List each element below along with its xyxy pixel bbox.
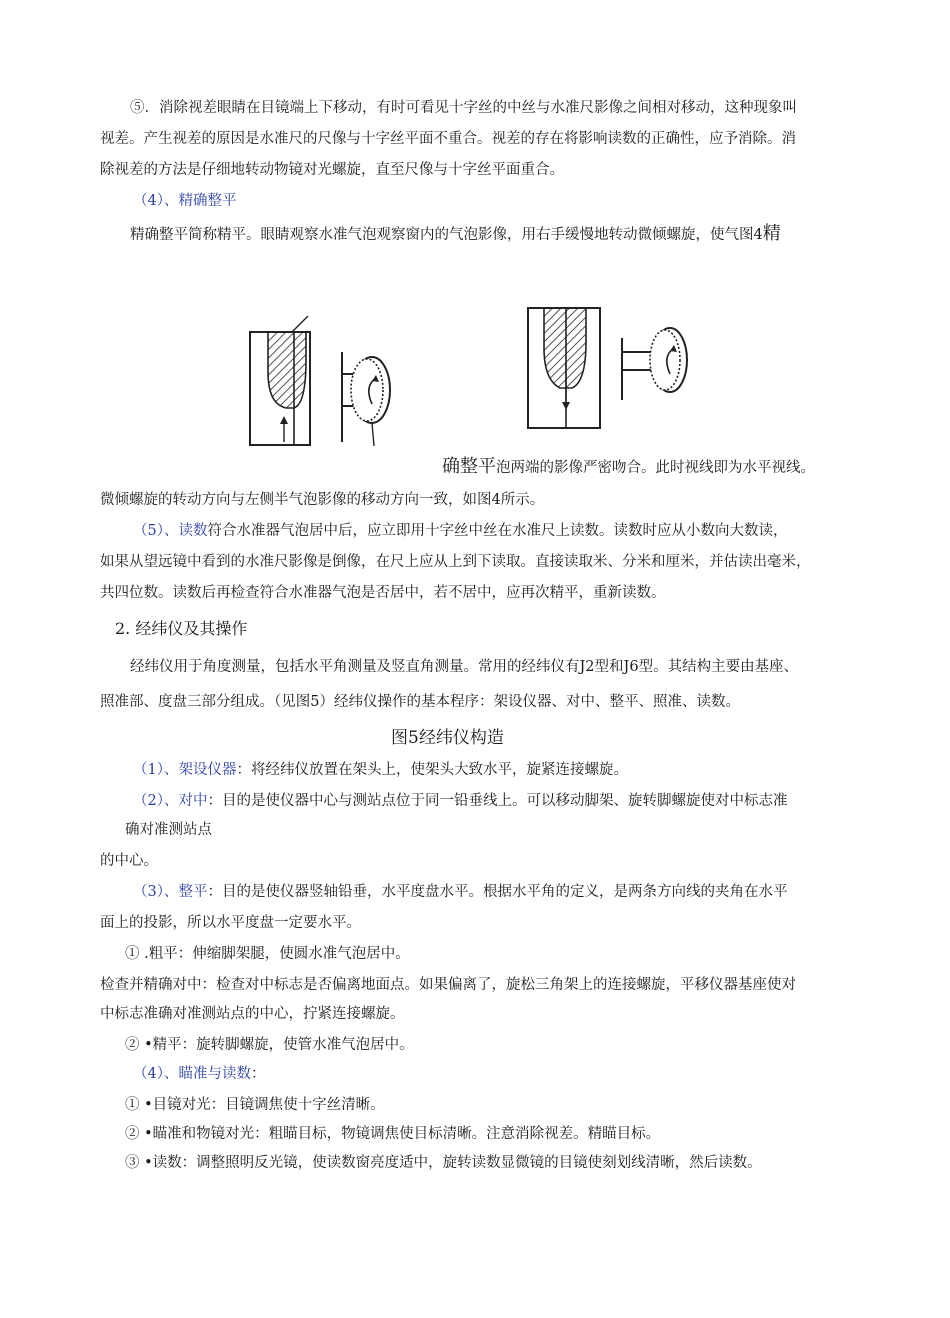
step-rough-leveling: ① .粗平：伸缩脚架腿，使圆水准气泡居中。 — [125, 946, 410, 962]
step-centering-heading: （2）、对中 — [133, 793, 208, 809]
step-setup — [133, 760, 628, 780]
step-aim-read-heading: （4）、瞄准与读数 — [133, 1066, 251, 1082]
step-reading: ③ •读数：调整照明反光镜，使读数窗亮度适中，旋转读数显微镜的目镜使刻划线清晰，然后读数。 — [125, 1155, 762, 1171]
para-precise-leveling-line-1 — [130, 224, 781, 245]
step-centering-line-3: 的中心。 — [100, 853, 158, 869]
step-aim-read — [133, 1064, 265, 1084]
step-eyepiece-focus: ① •目镜对光：目镜调焦使十字丝清晰。 — [125, 1097, 385, 1113]
step-centering-text: ：目的是使仪器中心与测站点位于同一铅垂线上。可以移动脚架、旋转脚螺旋使对中标志准 — [207, 793, 788, 809]
para-reading-line-3: 共四位数。读数后再检查符合水准器气泡是否居中，若不居中，应再次精平，重新读数。 — [100, 585, 666, 601]
step-check-centering-line-1: 检查并精确对中：检查对中标志是否偏离地面点。如果偏离了，旋松三角架上的连接螺旋，平移仪器基座使对 — [100, 977, 796, 993]
para-reading-line-1 — [133, 521, 787, 541]
heading-precise-leveling: （4）、精确整平 — [133, 193, 237, 209]
step-check-centering-line-2: 中标志准确对准测站点的中心，拧紧连接螺旋。 — [100, 1006, 405, 1022]
para-precise-leveling-text: 精确整平简称精平。眼睛观察水准气泡观察窗内的气泡影像，用右手缓慢地转动微倾螺旋，使气图4 — [130, 227, 763, 243]
step-aim-focus: ② •瞄准和物镜对光：粗瞄目标，物镜调焦使目标清晰。注意消除视差。精瞄目标。 — [125, 1126, 661, 1142]
para-theodolite-line-2: 照准部、度盘三部分组成。（见图5）经纬仪操作的基本程序：架设仪器、对中、整平、照准、读数。 — [100, 694, 740, 710]
step-centering — [133, 791, 787, 811]
step-setup-text: ：将经纬仪放置在架头上，使架头大致水平，旋紧连接螺旋。 — [236, 762, 628, 778]
figure-4-left-bubble — [246, 312, 396, 452]
step-centering-line-2: 确对准测站点 — [125, 822, 212, 838]
step-leveling-line-2: 面上的投影，所以水平度盘一定要水平。 — [100, 915, 361, 931]
step-fine-leveling: ② •精平：旋转脚螺旋，使管水准气泡居中。 — [125, 1037, 414, 1053]
para-reading-text: 符合水准器气泡居中后，应立即用十字丝中丝在水准尺上读数。读数时应从小数向大数读， — [207, 523, 788, 539]
heading-reading: （5）、读数 — [133, 523, 208, 539]
step-leveling-heading: （3）、整平 — [133, 884, 208, 900]
step-leveling-text: ：目的是使仪器竖轴铅垂，水平度盘水平。根据水平角的定义，是两条方向线的夹角在水平 — [207, 884, 788, 900]
precise-leveling-continued: 确整平 — [442, 456, 496, 477]
figure-4-right-bubble — [524, 302, 694, 432]
step-aim-read-colon: ： — [250, 1066, 266, 1082]
para-precise-leveling-end-char: 精 — [762, 223, 781, 244]
para-parallax-line-2: 视差。产生视差的原因是水准尺的尺像与十字丝平面不重合。视差的存在将影响读数的正确性，应予消除。消 — [100, 131, 796, 147]
para-parallax-line-1: ⑤．消除视差眼睛在目镜端上下移动，有时可看见十字丝的中丝与水准尺影像之间相对移动，这种现象叫 — [130, 100, 797, 116]
para-theodolite-line-1: 经纬仪用于角度测量，包括水平角测量及竖直角测量。常用的经纬仪有J2型和J6型。其结构主要由基座、 — [130, 659, 799, 675]
step-setup-heading: （1）、架设仪器 — [133, 762, 237, 778]
heading-theodolite: 2. 经纬仪及其操作 — [115, 619, 248, 638]
figure-5-caption: 图5经纬仪构造 — [391, 728, 504, 748]
para-reading-line-2: 如果从望远镜中看到的水准尺影像是倒像，在尺上应从上到下读取。直接读取米、分米和厘米，并估读出毫米， — [100, 554, 811, 570]
step-leveling — [133, 882, 787, 902]
para-precise-leveling-line-2 — [442, 457, 815, 478]
para-parallax-line-3: 除视差的方法是仔细地转动物镜对光螺旋，直至尺像与十字丝平面重合。 — [100, 162, 564, 178]
para-precise-leveling-line-3: 微倾螺旋的转动方向与左侧半气泡影像的移动方向一致，如图4所示。 — [100, 492, 545, 508]
precise-leveling-rest: 泡两端的影像严密吻合。此时视线即为水平视线。 — [496, 460, 815, 476]
